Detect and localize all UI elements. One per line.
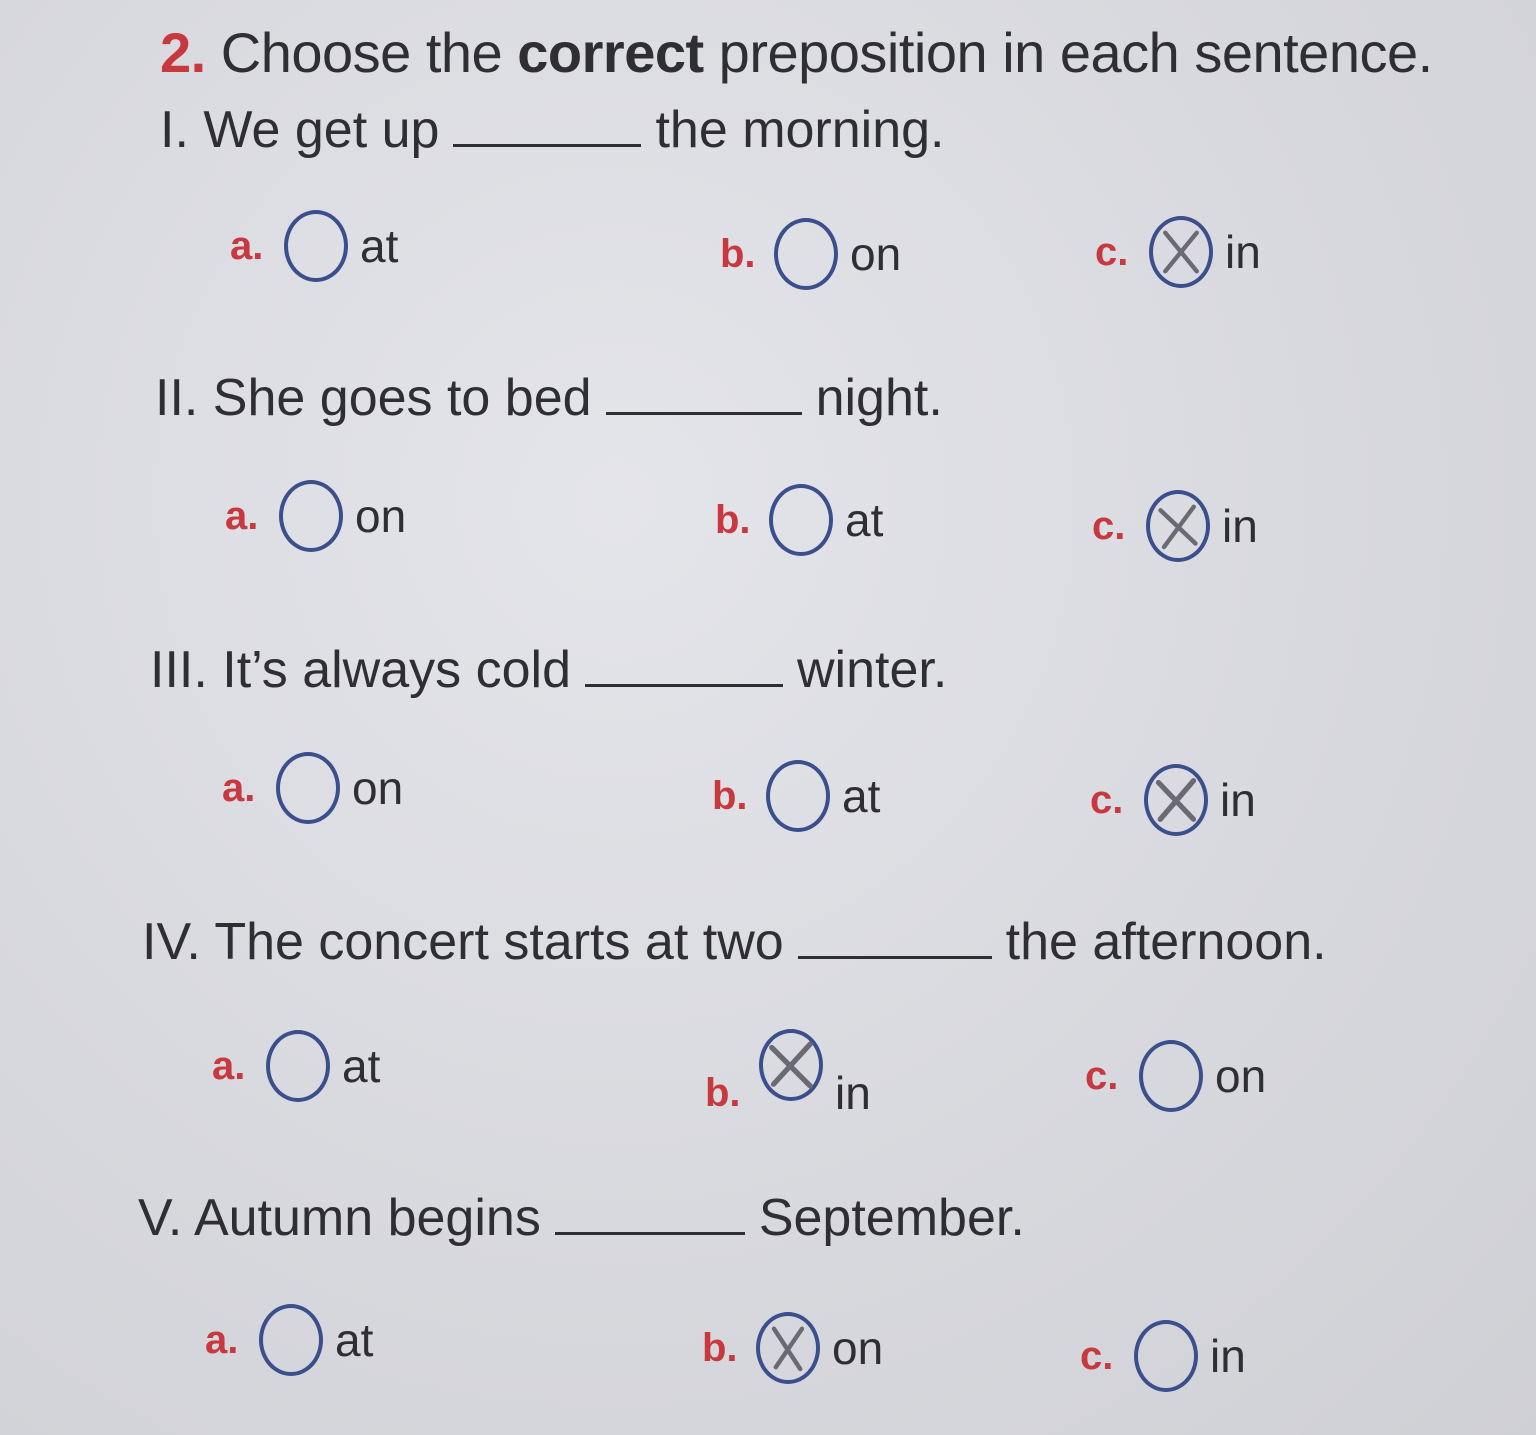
question-numeral: II. bbox=[155, 369, 199, 427]
option-letter: a. bbox=[225, 493, 259, 538]
option-word: at bbox=[845, 494, 884, 546]
option-letter: c. bbox=[1092, 503, 1126, 548]
question-numeral: IV. bbox=[142, 913, 201, 971]
answer-bubble[interactable] bbox=[284, 210, 348, 282]
option-2b[interactable] bbox=[715, 484, 883, 556]
question-5 bbox=[138, 1188, 1025, 1248]
option-letter: b. bbox=[720, 231, 756, 276]
cross-mark-icon bbox=[763, 1033, 819, 1097]
option-word: on bbox=[832, 1322, 884, 1374]
option-letter: b. bbox=[712, 773, 748, 818]
option-letter: c. bbox=[1095, 229, 1129, 274]
answer-bubble[interactable] bbox=[1134, 1320, 1198, 1392]
option-letter: b. bbox=[705, 1070, 741, 1115]
option-2c[interactable] bbox=[1092, 490, 1258, 562]
question-text-after: the morning. bbox=[655, 101, 945, 159]
exercise-number: 2. bbox=[160, 21, 206, 84]
question-numeral: I. bbox=[160, 101, 189, 159]
answer-bubble-marked[interactable] bbox=[1146, 490, 1210, 562]
cross-mark-icon bbox=[760, 1316, 816, 1380]
option-letter: c. bbox=[1085, 1053, 1119, 1098]
title-text-bold: correct bbox=[517, 21, 704, 84]
answer-bubble-marked[interactable] bbox=[1149, 216, 1213, 288]
option-word: in bbox=[835, 1067, 871, 1119]
answer-blank bbox=[453, 104, 641, 147]
cross-mark-icon bbox=[1150, 494, 1206, 558]
answer-bubble[interactable] bbox=[266, 1030, 330, 1102]
question-text-after: September. bbox=[758, 1189, 1025, 1247]
option-1c[interactable] bbox=[1095, 216, 1261, 288]
answer-bubble[interactable] bbox=[259, 1304, 323, 1376]
option-letter: a. bbox=[212, 1043, 246, 1088]
option-5c[interactable] bbox=[1080, 1320, 1246, 1392]
option-word: in bbox=[1220, 774, 1256, 826]
option-letter: a. bbox=[205, 1317, 239, 1362]
question-text-before: Autumn begins bbox=[193, 1189, 541, 1247]
option-letter: c. bbox=[1090, 777, 1124, 822]
option-word: on bbox=[1215, 1050, 1267, 1102]
option-word: at bbox=[842, 770, 881, 822]
question-text-after: the afternoon. bbox=[1005, 913, 1327, 971]
option-letter: a. bbox=[222, 765, 256, 810]
question-numeral: V. bbox=[138, 1189, 183, 1247]
option-1a[interactable] bbox=[230, 210, 398, 282]
question-text-before: It’s always cold bbox=[222, 641, 571, 699]
option-4b[interactable] bbox=[705, 1010, 871, 1120]
answer-blank bbox=[798, 916, 992, 959]
answer-bubble-marked[interactable] bbox=[756, 1312, 820, 1384]
answer-bubble[interactable] bbox=[276, 752, 340, 824]
question-text-after: night. bbox=[815, 369, 943, 427]
option-letter: b. bbox=[702, 1325, 738, 1370]
option-5a[interactable] bbox=[205, 1304, 373, 1376]
option-4a[interactable] bbox=[212, 1030, 380, 1102]
answer-bubble-marked[interactable] bbox=[759, 1029, 823, 1101]
option-3b[interactable] bbox=[712, 760, 880, 832]
answer-bubble-marked[interactable] bbox=[1144, 764, 1208, 836]
option-word: in bbox=[1210, 1330, 1246, 1382]
title-text-after: preposition in each sentence. bbox=[703, 21, 1433, 84]
question-2 bbox=[155, 368, 943, 428]
option-2a[interactable] bbox=[225, 480, 406, 552]
question-4 bbox=[142, 912, 1327, 972]
cross-mark-icon bbox=[1148, 768, 1204, 832]
question-text-after: winter. bbox=[797, 641, 948, 699]
answer-bubble[interactable] bbox=[1139, 1040, 1203, 1112]
answer-bubble[interactable] bbox=[766, 760, 830, 832]
exercise-title bbox=[160, 20, 1433, 85]
option-word: in bbox=[1225, 226, 1261, 278]
option-word: at bbox=[342, 1040, 381, 1092]
option-letter: c. bbox=[1080, 1333, 1114, 1378]
answer-blank bbox=[585, 644, 783, 687]
cross-mark-icon bbox=[1153, 220, 1209, 284]
answer-bubble[interactable] bbox=[769, 484, 833, 556]
question-1 bbox=[160, 100, 945, 160]
option-word: at bbox=[335, 1314, 374, 1366]
option-1b[interactable] bbox=[720, 218, 901, 290]
option-word: on bbox=[355, 490, 407, 542]
option-word: on bbox=[850, 228, 902, 280]
option-3a[interactable] bbox=[222, 752, 403, 824]
answer-bubble[interactable] bbox=[279, 480, 343, 552]
question-text-before: The concert starts at two bbox=[214, 913, 784, 971]
option-word: on bbox=[352, 762, 404, 814]
option-4c[interactable] bbox=[1085, 1040, 1266, 1112]
question-3 bbox=[150, 640, 947, 700]
option-word: at bbox=[360, 220, 399, 272]
answer-bubble[interactable] bbox=[774, 218, 838, 290]
option-3c[interactable] bbox=[1090, 764, 1256, 836]
title-text-before: Choose the bbox=[205, 21, 518, 84]
answer-blank bbox=[606, 372, 802, 415]
option-letter: a. bbox=[230, 223, 264, 268]
question-text-before: We get up bbox=[203, 101, 440, 159]
option-letter: b. bbox=[715, 497, 751, 542]
question-numeral: III. bbox=[150, 641, 208, 699]
option-5b[interactable] bbox=[702, 1312, 883, 1384]
option-word: in bbox=[1222, 500, 1258, 552]
question-text-before: She goes to bed bbox=[212, 369, 592, 427]
answer-blank bbox=[555, 1192, 745, 1235]
